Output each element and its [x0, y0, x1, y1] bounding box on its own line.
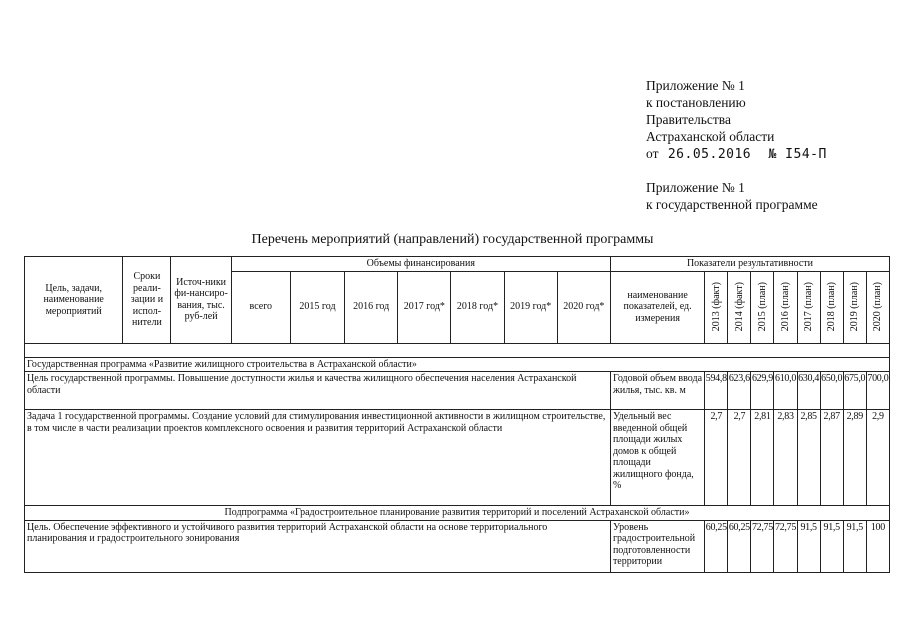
- decree-number: № I54-П: [768, 147, 827, 162]
- appendix-program-line2: к государственной программе: [646, 197, 818, 212]
- header-indicator-name: наименование показателей, ед. измерения: [610, 271, 704, 343]
- indicator-value: 72,75: [774, 520, 797, 572]
- indicator-year-label: 2019 (план): [849, 282, 860, 332]
- indicator-value: 100: [866, 520, 889, 572]
- header-indicator-year: [866, 271, 889, 343]
- appendix-decree-line4: Астраханской области: [646, 129, 775, 144]
- table-row: [25, 410, 890, 506]
- row-indicator: Уровень градостроительной подготовленности территории: [610, 520, 704, 572]
- table-row: [25, 372, 890, 410]
- spacer-cell: [25, 343, 890, 357]
- header-row-1: [25, 257, 890, 272]
- header-year: 2019 год*: [504, 271, 557, 343]
- row-indicator: Годовой объем ввода жилья, тыс. кв. м: [610, 372, 704, 410]
- header-year: 2020 год*: [557, 271, 610, 343]
- indicator-value: 60,25: [728, 520, 751, 572]
- indicator-year-label: 2020 (план): [872, 282, 884, 332]
- header-financing: Объемы финансирования: [231, 257, 610, 272]
- indicator-value: 60,25: [705, 520, 728, 572]
- header-year: 2018 год*: [451, 271, 504, 343]
- indicator-value: 2,9: [866, 410, 889, 506]
- indicator-value: 91,5: [797, 520, 820, 572]
- header-year: 2017 год*: [398, 271, 451, 343]
- header-year: 2016 год: [345, 271, 398, 343]
- appendix-program-line1: Приложение № 1: [646, 180, 745, 195]
- indicator-value: 2,89: [843, 410, 866, 506]
- row-text: Цель. Обеспечение эффективного и устойчивого развития территорий Астраханской области на основе территориального планирования и градостроительного зонирования: [25, 520, 611, 572]
- appendix-decree-date-line: [646, 145, 827, 163]
- header-indicator-year: [751, 271, 774, 343]
- indicator-year-label: 2018 (план): [825, 282, 837, 332]
- measures-table: [24, 256, 890, 573]
- indicator-value: 2,81: [751, 410, 774, 506]
- from-label: от: [646, 146, 659, 161]
- indicator-value: 72,75: [751, 520, 774, 572]
- indicator-value: 650,0: [820, 372, 843, 410]
- row-text: Задача 1 государственной программы. Создание условий для стимулирования инвестиционной активности в жилищном строительстве, в том числе в части реализации проектов комплексного освоения и развития территорий Астраханской области: [25, 410, 611, 506]
- indicator-value: 2,87: [820, 410, 843, 506]
- header-total: всего: [231, 271, 290, 343]
- header-terms: Сроки реали-зации и испол-нители: [123, 257, 171, 344]
- header-goal: Цель, задачи, наименование мероприятий: [25, 257, 123, 344]
- appendix-decree-line3: Правительства: [646, 112, 731, 127]
- header-indicator-year: [797, 271, 820, 343]
- indicator-year-label: 2015 (план): [756, 282, 768, 332]
- indicator-year-label: 2014 (факт): [733, 282, 745, 332]
- indicator-value: 629,9: [751, 372, 774, 410]
- indicator-value: 2,83: [774, 410, 797, 506]
- header-indicators: Показатели результативности: [610, 257, 889, 272]
- subprogram-row: [25, 506, 890, 521]
- program-row: [25, 357, 890, 372]
- indicator-value: 610,0: [774, 372, 797, 410]
- header-indicator-year: [843, 271, 866, 343]
- appendix-decree-line1: Приложение № 1: [646, 78, 745, 93]
- program-title: Государственная программа «Развитие жилищного строительства в Астраханской области»: [25, 357, 890, 372]
- header-indicator-year: [705, 271, 728, 343]
- appendix-program-block: [646, 179, 818, 213]
- indicator-value: 623,6: [728, 372, 751, 410]
- appendix-decree-block: [646, 77, 827, 163]
- appendix-decree-line2: к постановлению: [646, 95, 746, 110]
- indicator-value: 2,7: [705, 410, 728, 506]
- header-indicator-year: [820, 271, 843, 343]
- decree-date: 26.05.2016: [667, 147, 752, 162]
- indicator-year-label: 2016 (план): [779, 282, 791, 332]
- indicator-value: 675,0: [843, 372, 866, 410]
- indicator-value: 91,5: [820, 520, 843, 572]
- header-sources: Источ-ники фи-нансиро-вания, тыс. руб-лей: [171, 257, 231, 344]
- indicator-value: 630,4: [797, 372, 820, 410]
- header-indicator-year: [774, 271, 797, 343]
- subprogram-title: Подпрограмма «Градостроительное планирование развития территорий и поселений Астраханской области»: [25, 506, 890, 521]
- document-title: Перечень мероприятий (направлений) государственной программы: [251, 232, 654, 247]
- indicator-year-label: 2017 (план): [802, 282, 814, 332]
- indicator-value: 594,8: [705, 372, 728, 410]
- table-row: [25, 520, 890, 572]
- indicator-year-label: 2013 (факт): [710, 282, 722, 332]
- row-indicator: Удельный вес введенной общей площади жилых домов к общей площади жилищного фонда, %: [610, 410, 704, 506]
- indicator-value: 91,5: [843, 520, 866, 572]
- indicator-value: 700,0: [866, 372, 889, 410]
- indicator-value: 2,7: [728, 410, 751, 506]
- spacer-row: [25, 343, 890, 357]
- indicator-value: 2,85: [797, 410, 820, 506]
- header-year: 2015 год: [290, 271, 344, 343]
- header-indicator-year: [728, 271, 751, 343]
- row-text: Цель государственной программы. Повышение доступности жилья и качества жилищного обеспечения населения Астраханской области: [25, 372, 611, 410]
